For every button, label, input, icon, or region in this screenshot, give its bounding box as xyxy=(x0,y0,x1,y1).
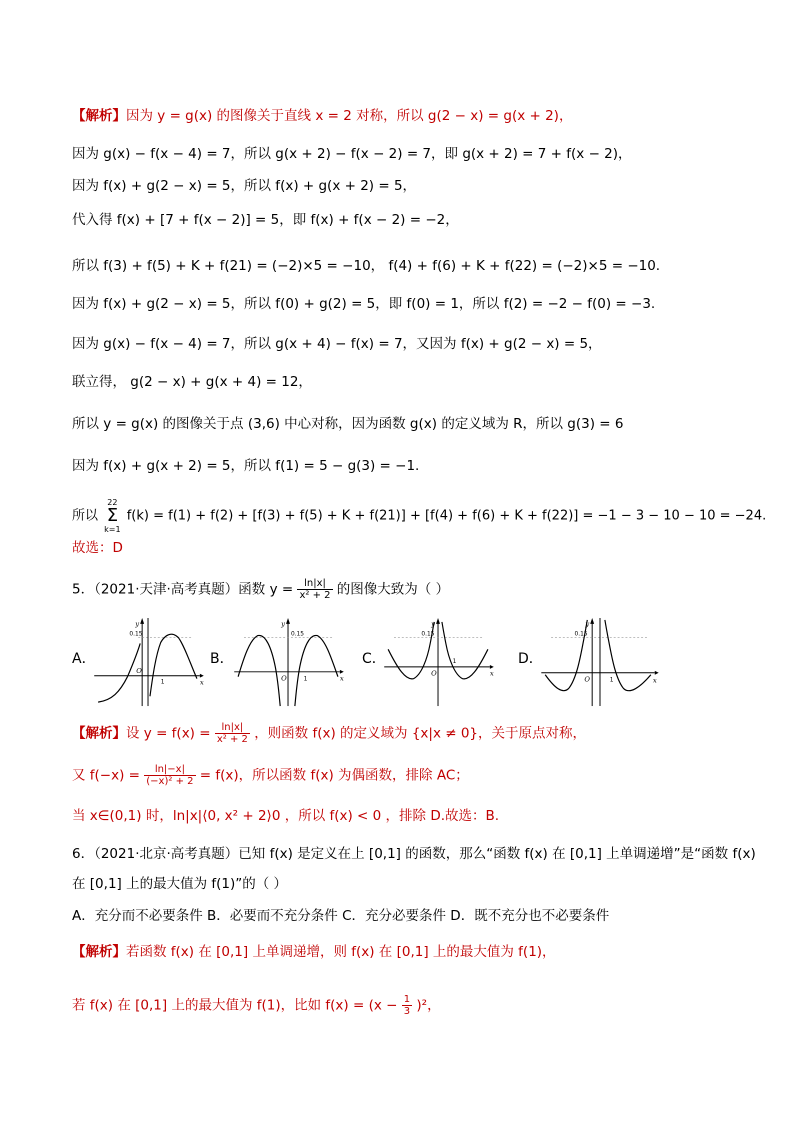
q6-analysis-line-1 xyxy=(72,942,556,962)
x-label: x xyxy=(339,674,344,683)
option-a-label[interactable]: A． xyxy=(72,651,96,667)
y-label: y xyxy=(135,619,140,628)
option-c-graph[interactable] xyxy=(383,618,495,708)
q5-analysis-line-2 xyxy=(72,764,469,787)
q6-a2-pre: 若 f(x) 在 [0,1] 上的最大值为 f(1)，比如 f(x) = (x − xyxy=(72,997,398,1014)
q5-prefix: 5．（2021·天津·高考真题）函数 xyxy=(72,581,266,598)
y-label: y xyxy=(431,619,436,628)
analysis-line-4: 代入得 f(x) + [7 + f(x − 2)] = 5，即 f(x) + f(x − 2) = −2， xyxy=(72,212,459,228)
option-b-graph[interactable] xyxy=(233,618,345,708)
q5-fraction-numerator: ln|x| xyxy=(297,578,332,590)
q5-a2-fraction xyxy=(144,764,195,787)
curve-right xyxy=(150,634,197,696)
q6-a2-fraction xyxy=(402,994,412,1017)
origin-label: O xyxy=(584,675,590,684)
option-d-label[interactable]: D． xyxy=(518,651,543,667)
q6-a2-numerator: 1 xyxy=(403,994,411,1005)
analysis-line-3: 因为 f(x) + g(2 − x) = 5，所以 f(x) + g(x + 2) = 5， xyxy=(72,178,417,194)
q5-a1-numerator: ln|x| xyxy=(215,722,250,734)
option-c-label[interactable]: C． xyxy=(362,651,386,667)
analysis-tag: 【解析】 xyxy=(72,944,126,960)
curve-left xyxy=(388,619,436,679)
val-label: 0.15 xyxy=(290,631,305,638)
q5-a1-fraction xyxy=(215,722,250,745)
analysis-line-1 xyxy=(72,106,572,126)
curve-right xyxy=(295,635,338,706)
sum-upper: 22 xyxy=(107,498,118,507)
q6-a2-post: )²， xyxy=(416,997,441,1014)
y-axis-arrow xyxy=(286,618,290,624)
q5-a1-denominator: x² + 2 xyxy=(216,734,248,745)
curve-left xyxy=(98,643,140,702)
option-d-graph[interactable] xyxy=(540,618,660,708)
y-axis-arrow xyxy=(436,618,440,624)
x-axis-arrow xyxy=(655,671,659,675)
q5-a2-denominator: (−x)² + 2 xyxy=(146,776,194,787)
one-label: 1 xyxy=(609,677,614,684)
origin-label: O xyxy=(431,669,437,678)
x-axis-arrow xyxy=(200,674,204,678)
q6-a2-denominator: 3 xyxy=(403,1006,411,1017)
analysis-line-9: 所以 y = g(x) 的图像关于点 (3,6) 中心对称，因为函数 g(x) 的定义域为 R，所以 g(3) = 6 xyxy=(72,416,624,432)
q5-stem xyxy=(72,578,449,601)
q5-suffix: 的图像大致为（ ） xyxy=(336,581,450,598)
curve-left xyxy=(545,619,590,691)
analysis-line-7: 因为 g(x) − f(x − 4) = 7，所以 g(x + 4) − f(x) = 7，又因为 f(x) + g(2 − x) = 5， xyxy=(72,336,602,352)
q6-stem-line-2: 在 [0,1] 上的最大值为 f(1)”的（ ） xyxy=(72,876,288,892)
q6-analysis-line-2 xyxy=(72,994,441,1017)
curve-left xyxy=(238,635,280,706)
val-label: 0.15 xyxy=(574,631,588,638)
q5-a1-post: ，则函数 f(x) 的定义域为 {x|x ≠ 0}，关于原点对称， xyxy=(254,725,587,742)
sum-expression: f(k) = f(1) + f(2) + [f(3) + f(5) + K + f(21)] + [f(4) + f(6) + K + f(22)] = −1 − 3 − 10 − 10 = −24. xyxy=(126,508,767,524)
x-label: x xyxy=(199,678,204,687)
curve-right xyxy=(442,622,488,679)
origin-label: O xyxy=(281,674,287,683)
analysis-line-6: 因为 f(x) + g(2 − x) = 5，所以 f(0) + g(2) = 5，即 f(0) = 1，所以 f(2) = −2 − f(0) = −3. xyxy=(72,296,656,312)
q5-analysis-line-3: 当 x∈(0,1) 时，ln|x|⟨0, x² + 2⟩0 ，所以 f(x) < 0 ，排除 D.故选：B. xyxy=(72,808,500,824)
analysis-text: 因为 y = g(x) 的图像关于直线 x = 2 对称，所以 g(2 − x) = g(x + 2)， xyxy=(126,108,573,124)
q5-fraction-denominator: x² + 2 xyxy=(299,590,331,601)
analysis-tag: 【解析】 xyxy=(72,108,126,124)
analysis-line-11 xyxy=(72,498,766,534)
x-label: x xyxy=(652,676,657,685)
analysis-tag: 【解析】 xyxy=(72,725,126,742)
summation xyxy=(104,498,120,534)
one-label: 1 xyxy=(303,676,308,683)
option-a-graph[interactable] xyxy=(93,618,205,708)
sum-sign: Σ xyxy=(106,505,119,526)
x-axis-arrow xyxy=(340,670,344,674)
q5-a2-pre: 又 f(−x) = xyxy=(72,767,140,784)
analysis-line-5: 所以 f(3) + f(5) + K + f(21) = (−2)×5 = −10， f(4) + f(6) + K + f(22) = (−2)×5 = −10. xyxy=(72,258,661,274)
origin-label: O xyxy=(136,666,142,675)
analysis-line-10: 因为 f(x) + g(x + 2) = 5，所以 f(1) = 5 − g(3) = −1. xyxy=(72,458,420,474)
sum-prefix: 所以 xyxy=(72,508,99,524)
q6-a1: 若函数 f(x) 在 [0,1] 上单调递增，则 f(x) 在 [0,1] 上的最大值为 f(1)， xyxy=(126,944,556,960)
answer-line: 故选：D xyxy=(72,540,123,556)
q5-fraction xyxy=(297,578,332,601)
option-b-label[interactable]: B． xyxy=(210,651,234,667)
x-label: x xyxy=(489,669,494,678)
sum-lower: k=1 xyxy=(104,525,121,534)
q5-analysis-line-1 xyxy=(72,722,586,745)
y-axis-arrow xyxy=(590,618,594,624)
analysis-line-8: 联立得， g(2 − x) + g(x + 4) = 12， xyxy=(72,374,312,390)
y-label: y xyxy=(281,619,286,628)
one-label: 1 xyxy=(452,659,457,665)
val-label: 0.15 xyxy=(421,631,435,638)
y-label: y xyxy=(585,619,590,628)
q6-choices[interactable]: A．充分而不必要条件 B．必要而不充分条件 C．充分必要条件 D．既不充分也不必要条件 xyxy=(72,908,610,924)
val-label: 0.15 xyxy=(129,631,143,638)
x-axis-arrow xyxy=(490,665,494,669)
analysis-line-2: 因为 g(x) − f(x − 4) = 7，所以 g(x + 2) − f(x − 2) = 7，即 g(x + 2) = 7 + f(x − 2)， xyxy=(72,146,632,162)
q6-stem-line-1: 6．（2021·北京·高考真题）已知 f(x) 是定义在上 [0,1] 的函数，那么“函数 f(x) 在 [0,1] 上单调递增”是“函数 f(x) xyxy=(72,846,756,862)
y-axis-arrow xyxy=(140,618,144,624)
q5-a1-pre: 设 y = f(x) = xyxy=(126,725,211,742)
q5-func-lhs: y = xyxy=(269,581,294,598)
q5-a2-numerator: ln|−x| xyxy=(144,764,195,776)
q5-a2-post: = f(x)，所以函数 f(x) 为偶函数，排除 AC； xyxy=(199,767,469,784)
one-label: 1 xyxy=(160,679,165,686)
